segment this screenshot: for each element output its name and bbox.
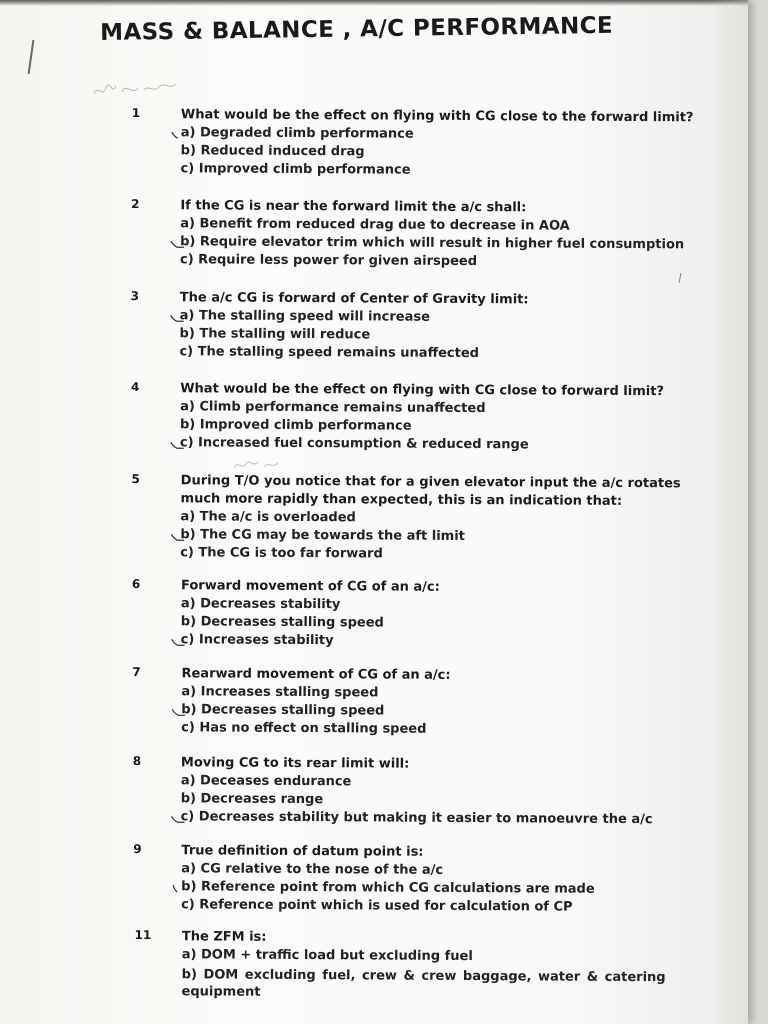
- answer-tick-mark: [170, 436, 184, 450]
- question-item: [0, 927, 695, 1000]
- answer-tick-mark: [171, 880, 185, 894]
- question-body: [180, 472, 681, 565]
- question-body: [180, 106, 694, 181]
- question-number: 9: [133, 841, 142, 857]
- answer-tick-mark: [170, 309, 184, 323]
- question-text: True definition of datum point is:: [181, 843, 424, 860]
- option-text: b) Reduced induced drag: [180, 143, 365, 160]
- option-text: b) Reference point from which CG calculations are made: [181, 879, 595, 897]
- option-c: [181, 808, 681, 829]
- question-body: [181, 665, 681, 740]
- option-text: c) Increased fuel consumption & reduced range: [179, 435, 529, 453]
- question-number: 7: [132, 664, 141, 680]
- option-text: b) Improved climb performance: [179, 417, 412, 434]
- option-c: [180, 251, 680, 272]
- answer-tick-mark: [171, 633, 185, 647]
- page-title: MASS & BALANCE , A/C PERFORMANCE: [100, 12, 614, 46]
- question-body: [182, 928, 666, 1003]
- question-text: During T/O you notice that for a given elevator input the a/c rotates much more rapidly than expected, this is an indication that:: [180, 473, 681, 509]
- option-text: a) Decreases stability: [180, 596, 341, 613]
- option-text: a) Benefit from reduced drag due to decrease in AOA: [180, 216, 570, 234]
- option-text: c) The CG is too far forward: [180, 545, 383, 562]
- question-number: 2: [131, 196, 140, 211]
- answer-tick-mark: [170, 528, 184, 542]
- answer-tick-mark: [171, 126, 185, 140]
- question-text: Rearward movement of CG of an a/c:: [181, 666, 451, 683]
- option-text: a) Deceases endurance: [180, 773, 352, 790]
- question-item: [0, 471, 698, 562]
- option-c: [181, 719, 681, 740]
- option-c: [180, 434, 680, 455]
- option-c: [179, 343, 679, 364]
- option-text: c) Increases stability: [180, 632, 334, 649]
- question-body: [181, 754, 681, 829]
- question-text: If the CG is near the forward limit the a/c shall:: [180, 198, 527, 216]
- question-number: 6: [131, 576, 141, 592]
- question-number: 3: [130, 288, 140, 303]
- option-text: b) Require elevator trim which will result in higher fuel consumption: [180, 234, 685, 253]
- answer-tick-mark: [170, 235, 184, 249]
- option-text: a) CG relative to the nose of the a/c: [181, 861, 444, 878]
- option-c: [181, 896, 681, 917]
- question-body: [181, 577, 681, 652]
- option-text: c) The stalling speed remains unaffected: [179, 344, 480, 362]
- option-text: a) DOM + traffic load but excluding fuel: [181, 947, 473, 965]
- option-text: b) The CG may be towards the aft limit: [180, 527, 465, 544]
- option-text: b) DOM excluding fuel, crew & crew baggage, water & catering equipment: [181, 967, 666, 1000]
- option-text: c) Require less power for given airspeed: [179, 252, 478, 270]
- option-text: c) Has no effect on stalling speed: [181, 720, 427, 737]
- answer-tick-mark: [171, 703, 185, 717]
- option-b: [182, 966, 666, 1003]
- option-text: a) The a/c is overloaded: [180, 509, 356, 526]
- question-number: 1: [131, 105, 141, 121]
- question-number: 8: [132, 753, 142, 769]
- question-text: The a/c CG is forward of Center of Gravity limit:: [179, 290, 529, 308]
- option-text: b) Decreases stalling speed: [180, 614, 384, 631]
- question-item: [0, 664, 697, 737]
- option-c: [181, 631, 681, 652]
- question-text: What would be the effect on flying with CG close to the forward limit?: [180, 107, 694, 126]
- question-number: 4: [131, 379, 140, 395]
- question-text: The ZFM is:: [181, 929, 267, 945]
- option-text: a) Increases stalling speed: [181, 684, 379, 701]
- option-c: [180, 544, 680, 565]
- question-text: Forward movement of CG of an a/c:: [180, 578, 440, 595]
- question-body: [179, 289, 679, 364]
- option-a: [182, 946, 666, 967]
- question-item: [0, 576, 697, 649]
- question-body: [179, 197, 685, 272]
- question-item: [0, 753, 696, 828]
- option-text: b) The stalling will reduce: [179, 326, 371, 343]
- option-text: b) Decreases stalling speed: [181, 702, 385, 719]
- question-item: [0, 841, 695, 915]
- question-item: [0, 288, 699, 362]
- question-body: [181, 842, 681, 917]
- option-text: a) The stalling speed will increase: [179, 308, 431, 325]
- option-text: c) Reference point which is used for calculation of CP: [181, 897, 573, 915]
- answer-tick-mark: [171, 810, 185, 824]
- option-text: c) Decreases stability but making it easier to manoeuvre the a/c: [180, 809, 653, 828]
- option-c: [181, 160, 681, 181]
- option-text: a) Climb performance remains unaffected: [180, 399, 486, 417]
- question-number: 5: [131, 471, 140, 487]
- question-body: [180, 380, 680, 455]
- question-text: Moving CG to its rear limit will:: [180, 755, 410, 772]
- option-text: b) Decreases range: [180, 791, 324, 808]
- question-item: [0, 196, 699, 270]
- question-text: What would be the effect on flying with CG close to forward limit?: [180, 381, 665, 400]
- question-item: [0, 379, 698, 453]
- question-number: 11: [134, 927, 152, 943]
- option-text: c) Improved climb performance: [180, 161, 411, 178]
- question-item: [0, 105, 700, 178]
- option-text: a) Degraded climb performance: [180, 125, 414, 142]
